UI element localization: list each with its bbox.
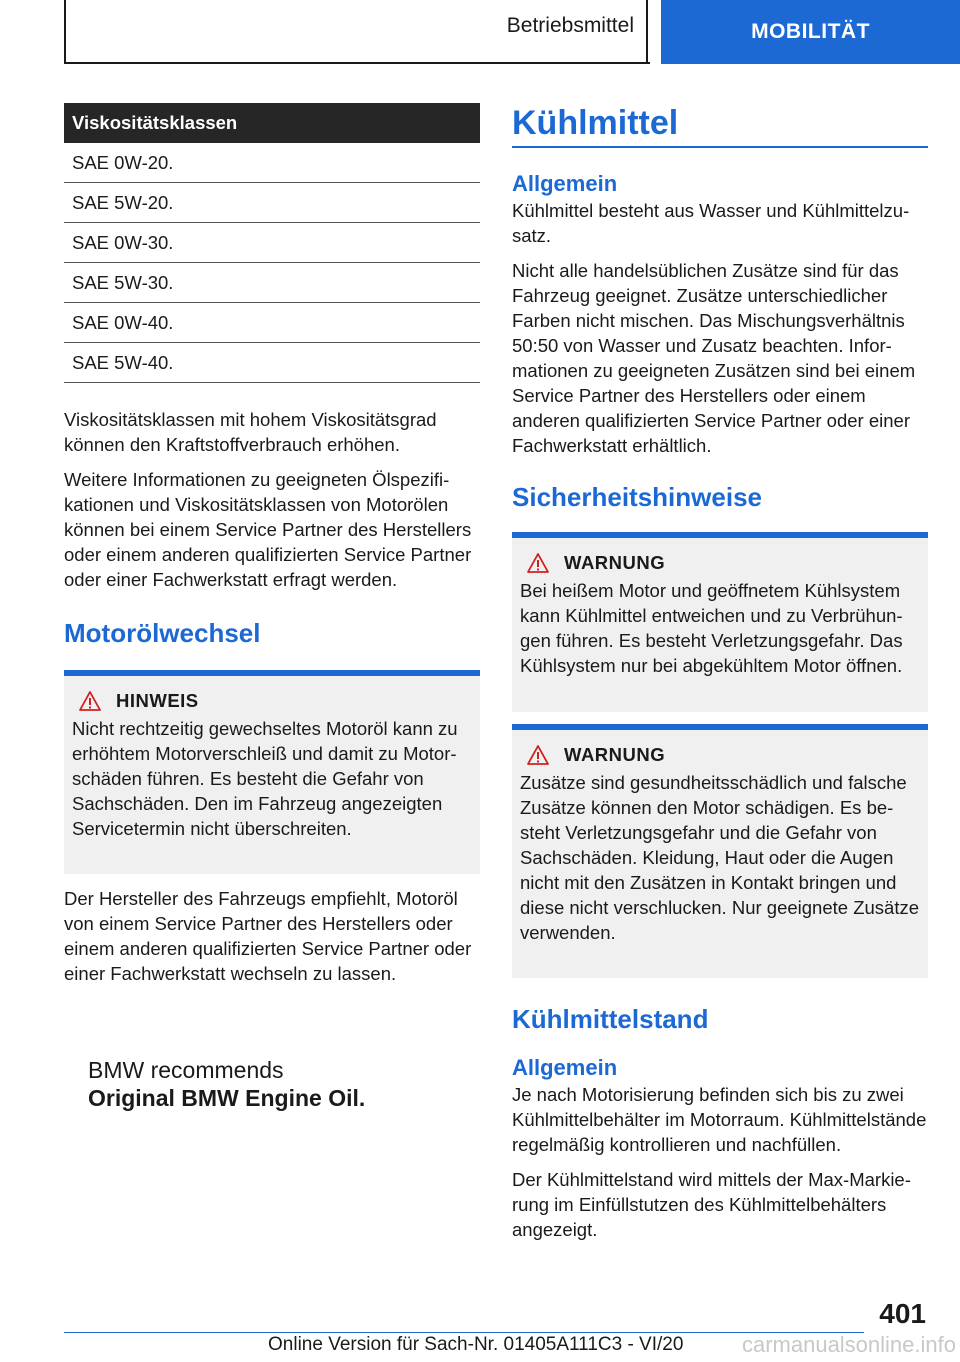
table-row bbox=[64, 263, 480, 303]
subsection-title-allgemein-2: Allgemein bbox=[512, 1055, 618, 1080]
hinweis-note bbox=[64, 670, 480, 874]
warning-triangle-icon bbox=[526, 552, 550, 574]
paragraph: Viskositätsklassen mit hohem Viskositätsgrad können den Kraftstoffverbrauch erhöhen. bbox=[64, 409, 437, 455]
section-title-motoroelwechsel: Motorölwechsel bbox=[64, 618, 261, 648]
table-cell: SAE 5W-40. bbox=[64, 343, 480, 383]
viscosity-table-header: Viskositätsklassen bbox=[64, 103, 480, 143]
bmw-engine-oil-text: Original BMW Engine Oil. bbox=[88, 1085, 366, 1111]
table-cell: SAE 0W-40. bbox=[64, 303, 480, 343]
warning-triangle-icon bbox=[526, 744, 550, 766]
table-cell: SAE 0W-20. bbox=[64, 143, 480, 183]
paragraph: Kühlmittel besteht aus Wasser und Kühlmittelzusatz. bbox=[512, 200, 910, 246]
subsection-title-allgemein: Allgemein bbox=[512, 171, 618, 196]
note-text: Nicht rechtzeitig gewechseltes Motoröl kann zu erhöhtem Motorverschleiß und damit zu Motorschäden führen. Es besteht die Gefahr von Sachschäden. Den im Fahrzeug angezeigten Servicetermin nicht überschreiten. bbox=[72, 718, 458, 839]
table-row bbox=[64, 223, 480, 263]
paragraph: Je nach Motorisierung befinden sich bis zu zwei Kühlmittelbehälter im Motorraum. Kühlmittelstände regelmäßig kontrollieren und nachfüllen. bbox=[512, 1084, 927, 1155]
table-row bbox=[64, 343, 480, 383]
page-title: Kühlmittel bbox=[512, 103, 928, 148]
warnung-note-1 bbox=[512, 532, 928, 712]
warnung-note-2 bbox=[512, 724, 928, 978]
table-cell: SAE 5W-30. bbox=[64, 263, 480, 303]
paragraph: Der Hersteller des Fahrzeugs empfiehlt, Motoröl von einem Service Partner des Herstellers oder einem anderen qualifizierten Service Partner oder einer Fachwerkstatt wechseln zu lassen. bbox=[64, 888, 472, 984]
bmw-recommends-text: BMW recommends bbox=[88, 1057, 284, 1083]
right-column bbox=[512, 103, 928, 1252]
bmw-oil-logo bbox=[88, 1056, 365, 1112]
viscosity-table bbox=[64, 103, 480, 383]
section-title-kuehlmittelstand: Kühlmittelstand bbox=[512, 1004, 709, 1034]
section-title-sicherheitshinweise: Sicherheitshinweise bbox=[512, 482, 762, 512]
page-number: 401 bbox=[879, 1298, 926, 1329]
footer-text: Online Version für Sach-Nr. 01405A111C3 - VI/20 bbox=[268, 1334, 684, 1355]
table-row bbox=[64, 303, 480, 343]
paragraph: Der Kühlmittelstand wird mittels der Max-Markierung im Einfüllstutzen des Kühlmittelbehälters angezeigt. bbox=[512, 1169, 911, 1240]
note-title: WARNUNG bbox=[564, 744, 666, 765]
header-section-title: Betriebsmittel bbox=[506, 14, 634, 37]
paragraph: Weitere Informationen zu geeigneten Ölspezifikationen und Viskositätsklassen von Motorölen können bei einem Service Partner des Herstellers oder einem anderen qualifizierten Service Partner oder einer Fachwerkstatt erfragt werden. bbox=[64, 469, 472, 590]
note-title: HINWEIS bbox=[116, 690, 199, 711]
warning-triangle-icon bbox=[78, 690, 102, 712]
note-text: Bei heißem Motor und geöffnetem Kühlsystem kann Kühlmittel entweichen und zu Verbrühungen führen. Es besteht Verletzungsgefahr. Das Kühlsystem nur bei abgekühltem Motor öffnen. bbox=[520, 580, 903, 676]
paragraph: Nicht alle handelsüblichen Zusätze sind für das Fahrzeug geeignet. Zusätze unterschiedlicher Farben nicht mischen. Das Mischungsverhältnis 50:50 von Wasser und Zusatz beachten. Informationen zu geeigneten Zusätzen sind bei einem Service Partner des Herstellers oder einem anderen qualifizierten Service Partner oder einer Fachwerkstatt erhältlich. bbox=[512, 260, 916, 456]
header-chapter-tab: MOBILITÄT bbox=[661, 0, 960, 64]
table-row bbox=[64, 143, 480, 183]
table-cell: SAE 0W-30. bbox=[64, 223, 480, 263]
table-cell: SAE 5W-20. bbox=[64, 183, 480, 223]
note-title: WARNUNG bbox=[564, 552, 666, 573]
left-column bbox=[64, 103, 480, 996]
header-rule bbox=[64, 62, 650, 64]
note-text: Zusätze sind gesundheitsschädlich und falsche Zusätze können den Motor schädigen. Es besteht Verletzungsgefahr und die Gefahr von Sachschäden. Kleidung, Haut oder die Augen nicht mit den Zusätzen in Kontakt bringen und diese nicht verschlucken. Nur geeignete Zusätze verwenden. bbox=[520, 772, 919, 943]
table-row bbox=[64, 183, 480, 223]
watermark: carmanualsonline.info bbox=[741, 1332, 956, 1357]
